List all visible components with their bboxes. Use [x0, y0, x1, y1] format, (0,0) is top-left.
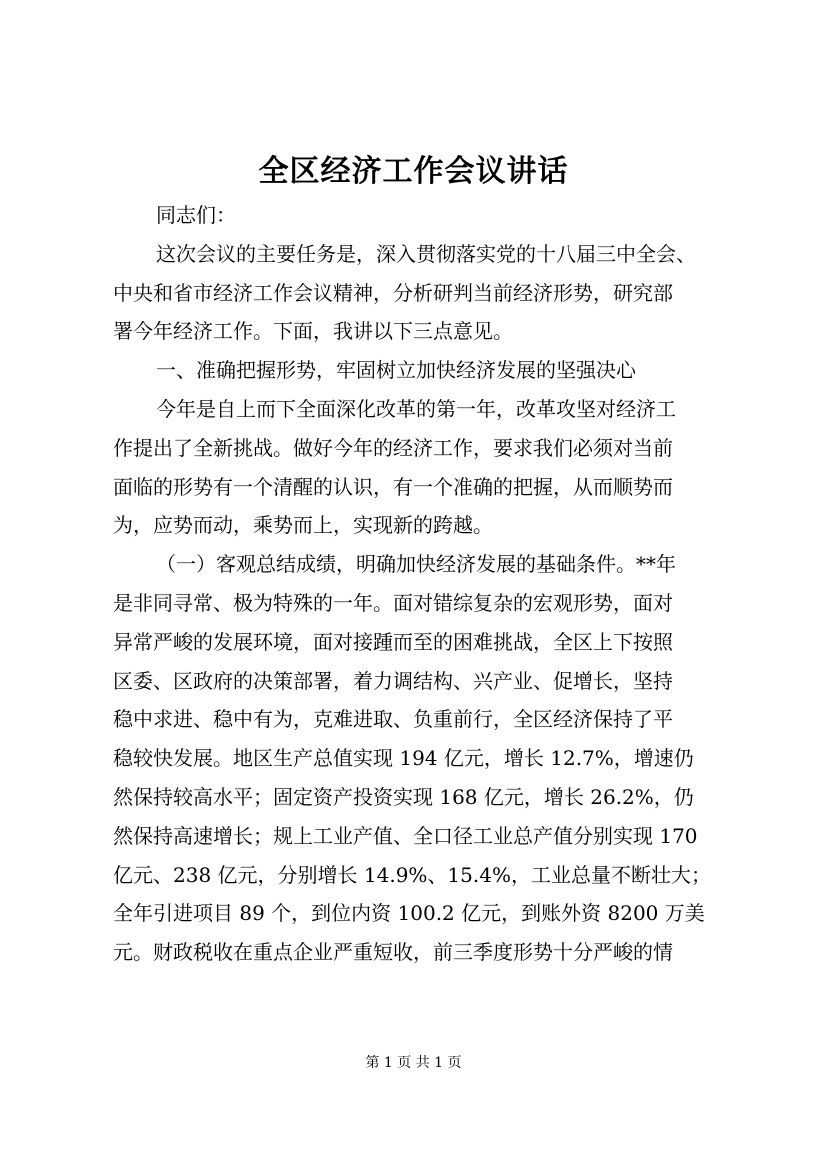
- paragraph-line: 异常严峻的发展环境，面对接踵而至的困难挑战，全区上下按照: [113, 629, 673, 654]
- paragraph-line: 中央和省市经济工作会议精神，分析研判当前经济形势，研究部: [113, 280, 673, 305]
- salutation-line: 同志们：: [156, 203, 236, 227]
- paragraph-line: 然保持较高水平；固定资产投资实现 168 亿元，增长 26.2%，仍: [113, 784, 694, 809]
- paragraph-line: 这次会议的主要任务是，深入贯彻落实党的十八届三中全会、: [156, 241, 696, 266]
- paragraph-line: 然保持高速增长；规上工业产值、全口径工业总产值分别实现 170: [113, 823, 698, 848]
- paragraph-line: 稳较快发展。地区生产总值实现 194 亿元，增长 12.7%，增速仍: [113, 746, 694, 771]
- document-body: [113, 196, 723, 972]
- paragraph-line: 面临的形势有一个清醒的认识，有一个准确的把握，从而顺势而: [113, 474, 673, 499]
- document-title: 全区经济工作会议讲话: [258, 154, 569, 189]
- paragraph-line: 今年是自上而下全面深化改革的第一年，改革攻坚对经济工: [156, 396, 676, 421]
- paragraph-line: 全年引进项目 89 个，到位内资 100.2 亿元，到账外资 8200 万美: [113, 901, 705, 926]
- section-heading: 一、准确把握形势，牢固树立加快经济发展的坚强决心: [156, 358, 636, 383]
- subsection-line: （一）客观总结成绩，明确加快经济发展的基础条件。**年: [156, 552, 676, 577]
- page-number-footer: 第 1 页 共 1 页: [365, 1055, 462, 1071]
- paragraph-line: 区委、区政府的决策部署，着力调结构、兴产业、促增长，坚持: [113, 668, 673, 693]
- paragraph-line: 为，应势而动，乘势而上，实现新的跨越。: [113, 513, 493, 538]
- paragraph-line: 亿元、238 亿元，分别增长 14.9%、15.4%，工业总量不断壮大；: [113, 862, 711, 887]
- paragraph-line: 是非同寻常、极为特殊的一年。面对错综复杂的宏观形势，面对: [113, 590, 673, 615]
- paragraph-line: 署今年经济工作。下面，我讲以下三点意见。: [113, 319, 513, 344]
- paragraph-line: 元。财政税收在重点企业严重短收，前三季度形势十分严峻的情: [113, 940, 673, 965]
- paragraph-line: 作提出了全新挑战。做好今年的经济工作，要求我们必须对当前: [113, 435, 673, 460]
- paragraph-line: 稳中求进、稳中有为，克难进取、负重前行，全区经济保持了平: [113, 707, 673, 732]
